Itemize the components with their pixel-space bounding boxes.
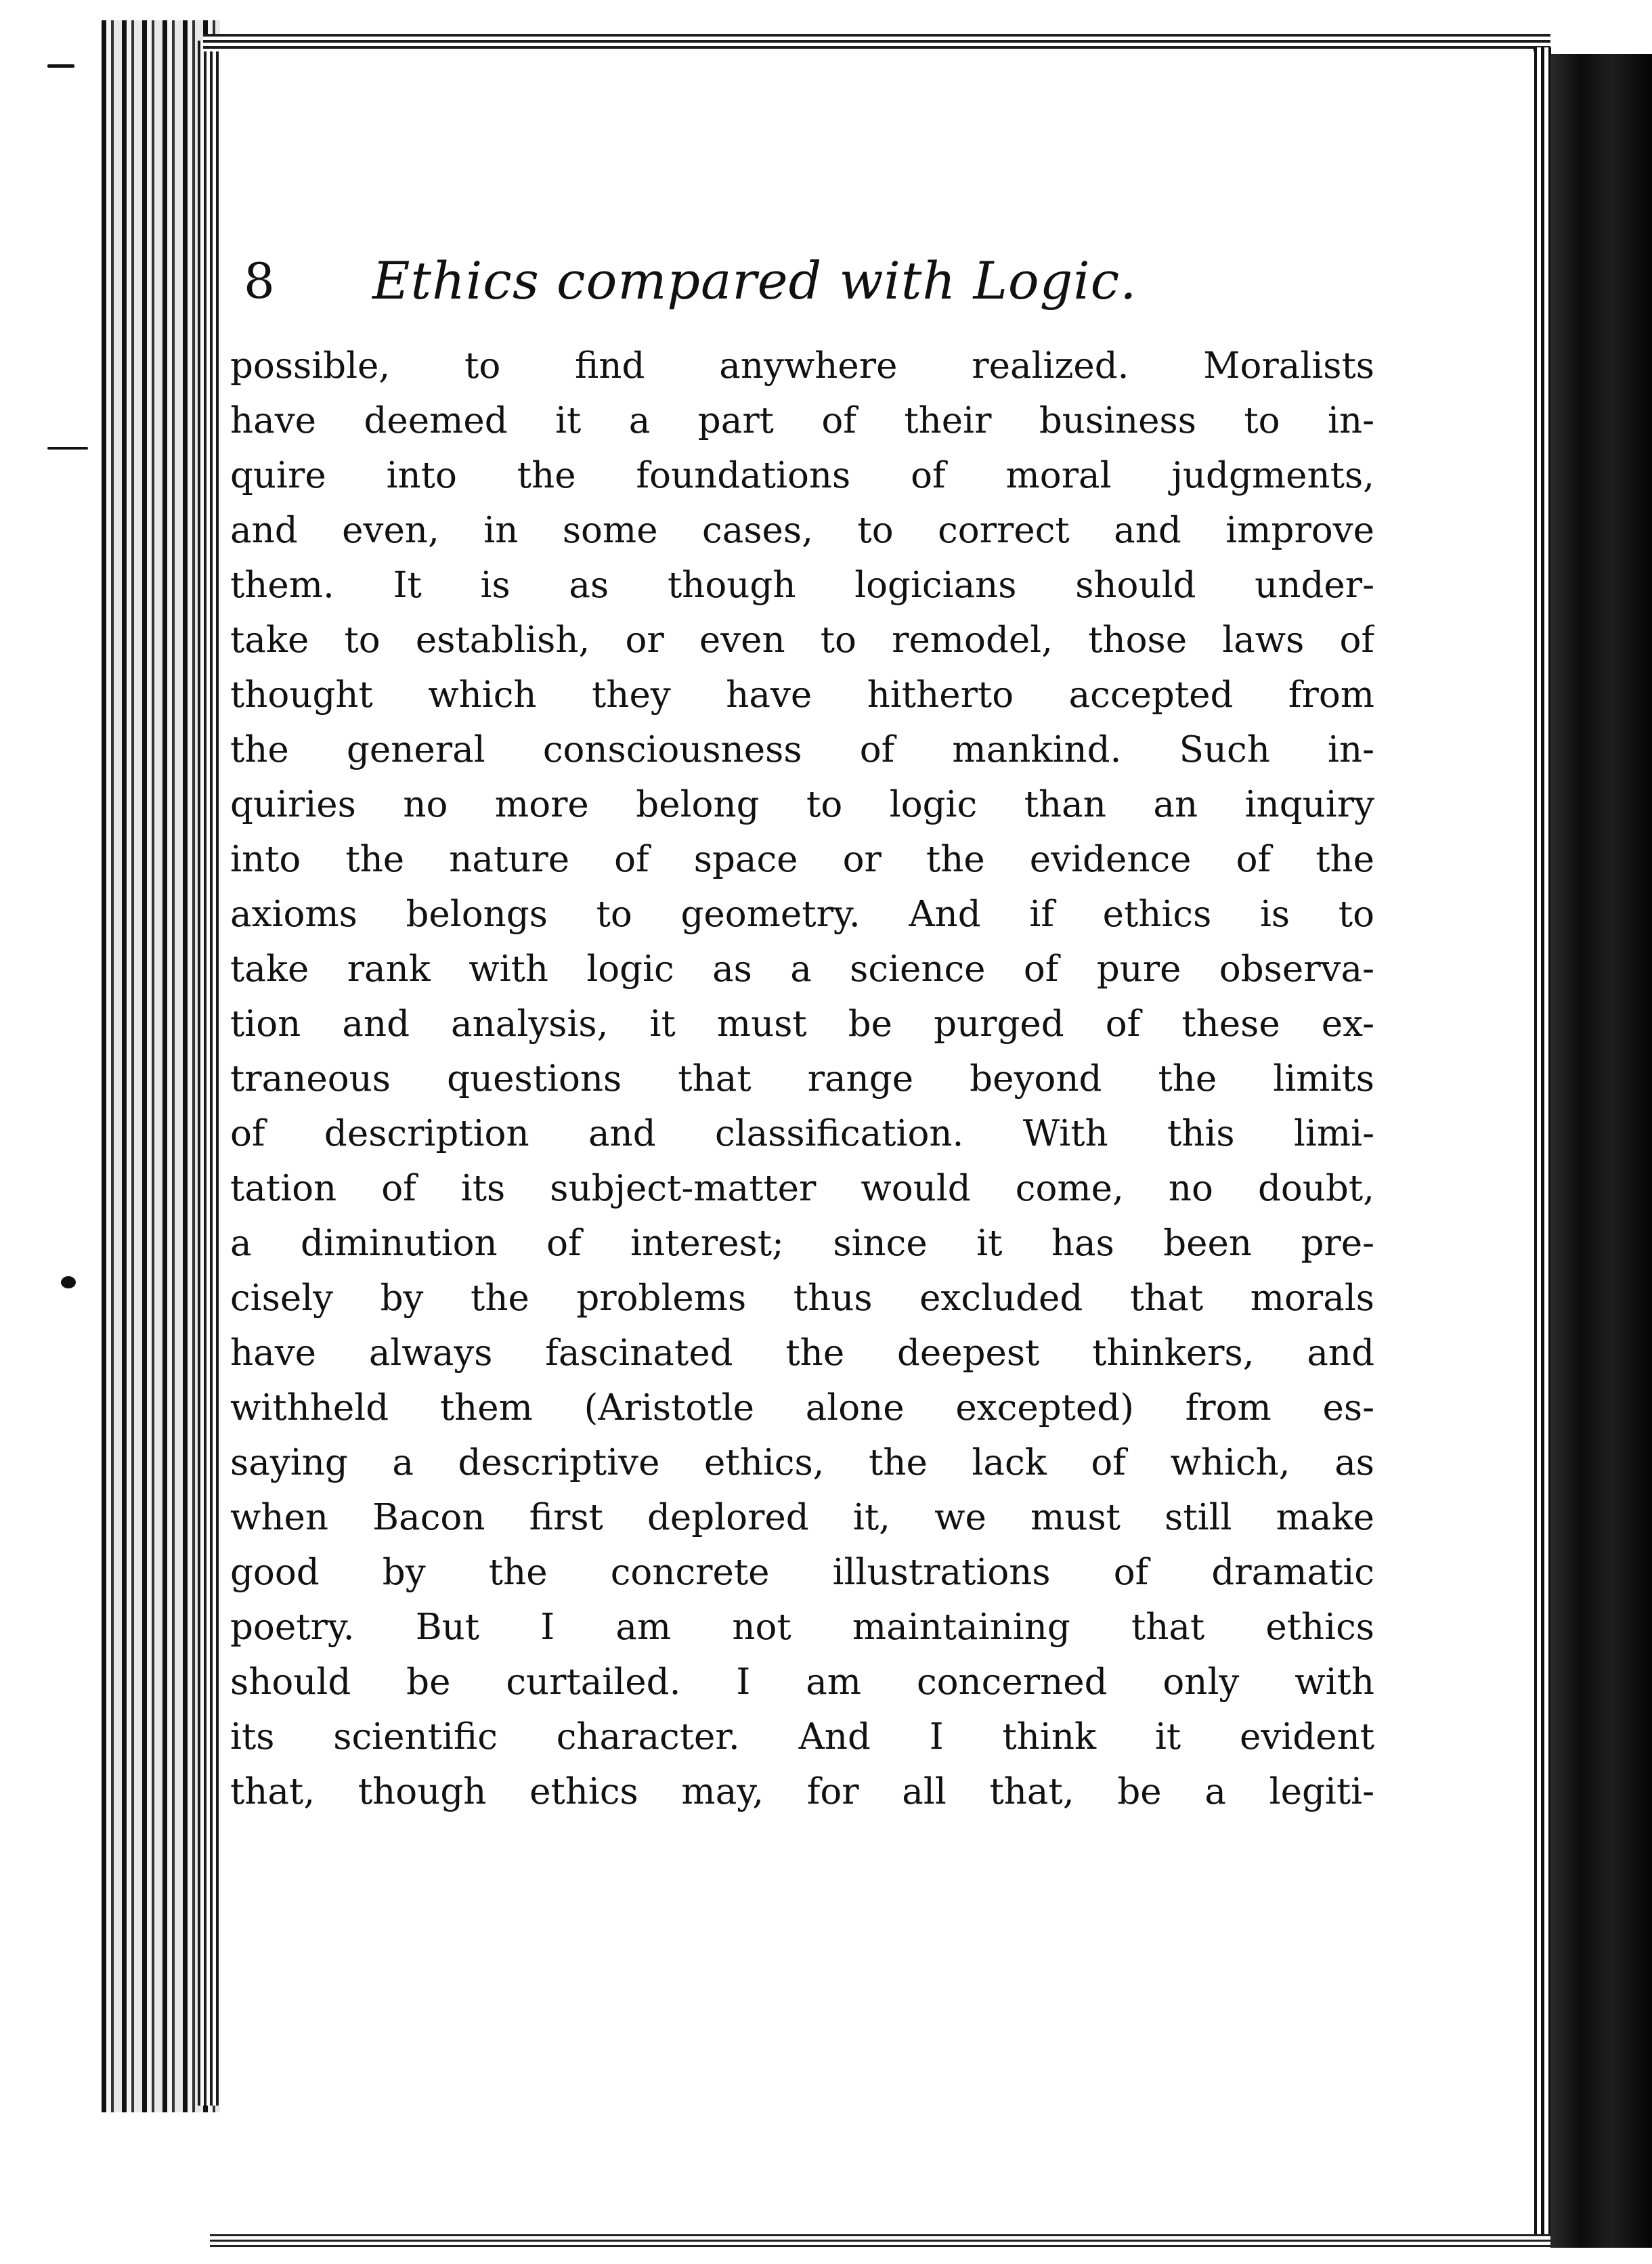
scan-speck	[61, 1276, 76, 1288]
page-number: 8	[244, 253, 275, 309]
text-line: have deemed it a part of their business to in-	[230, 400, 1374, 441]
text-line: when Bacon first deplored it, we must still make	[230, 1497, 1374, 1538]
text-line: the general consciousness of mankind. Such in-	[230, 729, 1374, 770]
scan-speck	[47, 447, 88, 450]
text-line: have always fascinated the deepest thinkers, and	[230, 1332, 1374, 1374]
text-line: cisely by the problems thus excluded that morals	[230, 1278, 1374, 1319]
top-page-edge	[203, 34, 1550, 51]
text-line: thought which they have hitherto accepted from	[230, 674, 1374, 716]
text-line: should be curtailed. I am concerned only with	[230, 1661, 1374, 1703]
bottom-page-edge	[210, 2234, 1550, 2248]
text-line: them. It is as though logicians should under-	[230, 565, 1374, 606]
page-header	[244, 244, 1246, 318]
left-page-edge-lines	[198, 41, 221, 2106]
right-page-edge-lines	[1534, 47, 1551, 2248]
right-binding-edge	[1550, 54, 1652, 2248]
text-line: traneous questions that range beyond the limits	[230, 1058, 1374, 1100]
text-line: tion and analysis, it must be purged of these ex-	[230, 1003, 1374, 1045]
text-line: into the nature of space or the evidence of the	[230, 839, 1374, 880]
text-line: quire into the foundations of moral judgments,	[230, 455, 1374, 496]
text-line: take rank with logic as a science of pure observa-	[230, 949, 1374, 990]
text-line: its scientific character. And I think it evident	[230, 1716, 1374, 1758]
text-line: that, though ethics may, for all that, be a legiti-	[230, 1771, 1374, 1812]
text-line: and even, in some cases, to correct and improve	[230, 510, 1374, 551]
text-line: tation of its subject-matter would come, no doubt,	[230, 1168, 1374, 1209]
body-text	[230, 339, 1374, 1819]
text-line: quiries no more belong to logic than an inquiry	[230, 784, 1374, 825]
running-head: Ethics compared with Logic.	[372, 251, 1137, 311]
text-line: of description and classification. With this limi-	[230, 1113, 1374, 1154]
text-line: take to establish, or even to remodel, those laws of	[230, 619, 1374, 661]
text-line: axioms belongs to geometry. And if ethics is to	[230, 894, 1374, 935]
text-line: a diminution of interest; since it has been pre-	[230, 1223, 1374, 1264]
text-line: withheld them (Aristotle alone excepted) from es-	[230, 1387, 1374, 1429]
text-line: possible, to find anywhere realized. Moralists	[230, 345, 1374, 387]
scan-speck	[47, 64, 74, 68]
text-line: good by the concrete illustrations of dramatic	[230, 1552, 1374, 1593]
text-line: saying a descriptive ethics, the lack of which, as	[230, 1442, 1374, 1483]
text-line: poetry. But I am not maintaining that ethics	[230, 1607, 1374, 1648]
